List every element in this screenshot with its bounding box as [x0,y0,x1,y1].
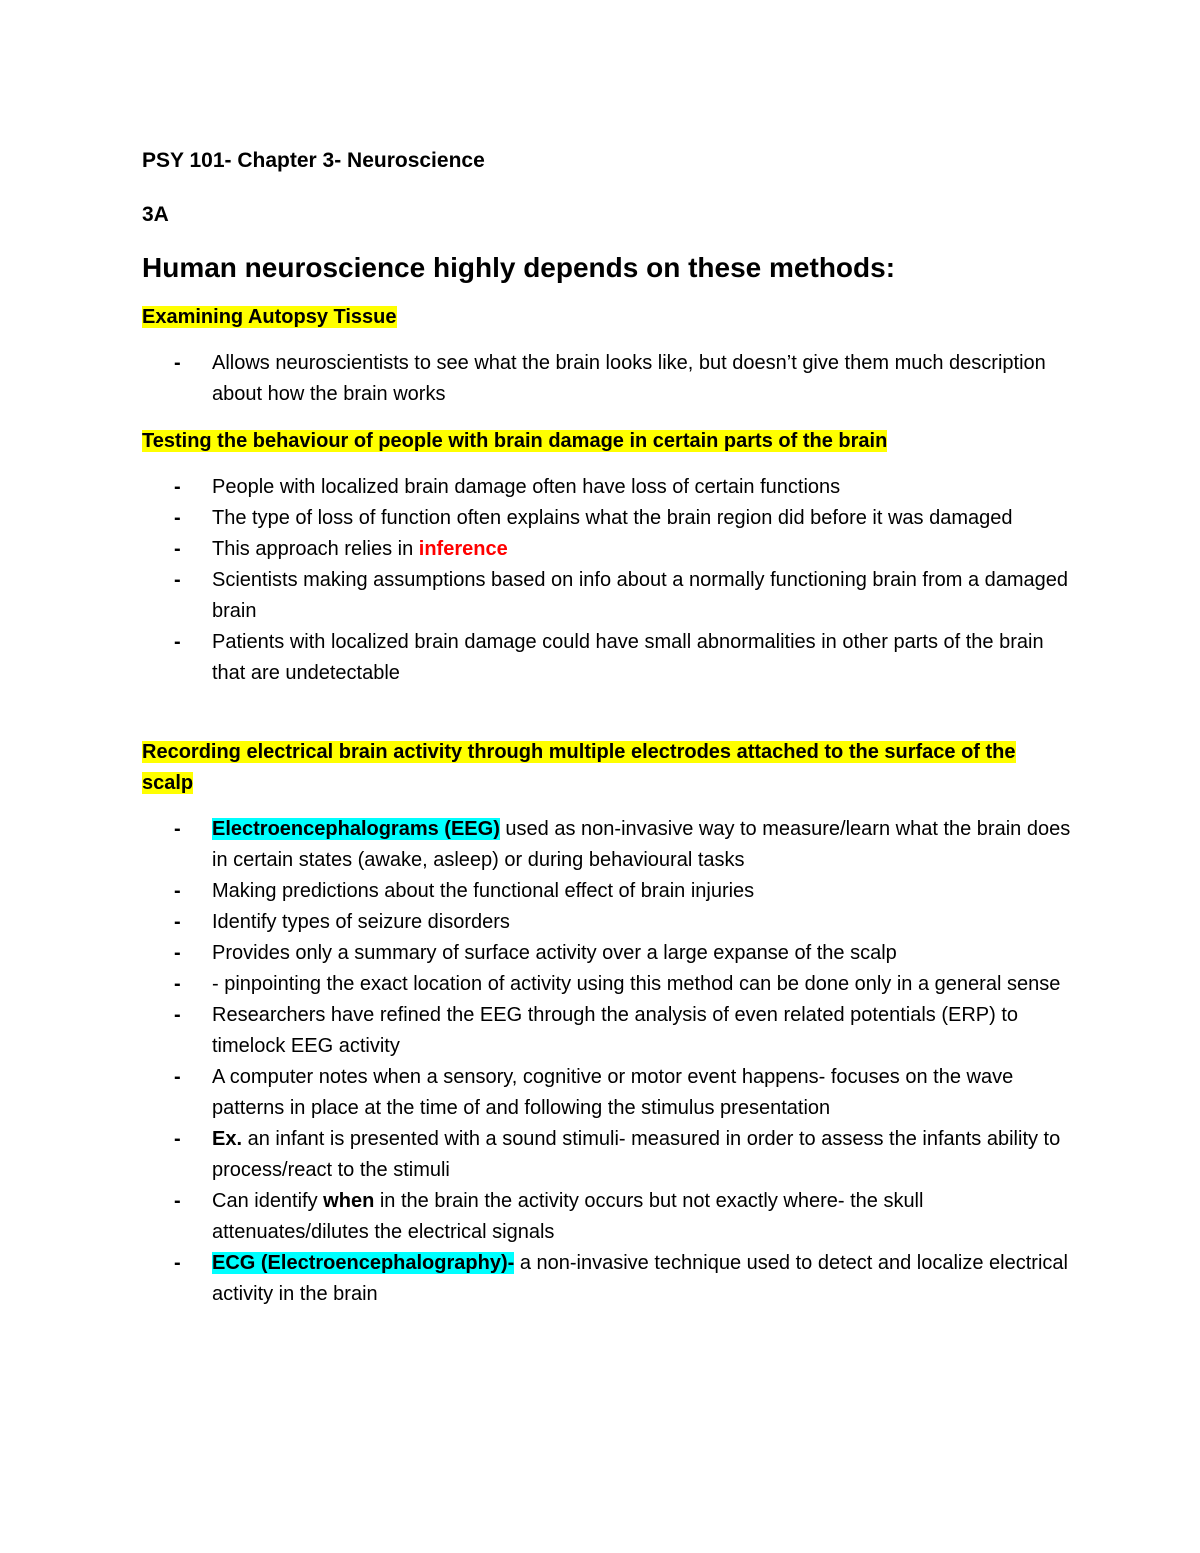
list-item-text: The type of loss of function often explains what the brain region did before it was damaged [212,507,1013,529]
bullet-dash: - [174,1004,181,1026]
bullet-dash: - [174,569,181,591]
list-item-text: Scientists making assumptions based on info about a normally functioning brain from a damaged brain [212,569,1069,622]
list-item-text: used as non-invasive way to measure/learn what the brain does in certain states (awake, asleep) or during behavioural tasks [212,818,1071,871]
list-item-text: a non-invasive technique used to detect and localize electrical activity in the brain [212,1252,1068,1305]
list-item [142,348,1072,410]
main-heading: Human neuroscience highly depends on these methods: [142,252,896,283]
bullet-list-autopsy [142,348,1072,410]
list-item [142,814,1072,876]
list-item [142,1124,1072,1186]
list-item-text: an infant is presented with a sound stimuli- measured in order to assess the infants ability to process/react to the stimuli [212,1128,1061,1181]
bullet-dash: - [174,911,181,933]
bullet-dash: - [174,1252,181,1274]
list-item [142,1062,1072,1124]
bullet-dash: - [174,1190,181,1212]
list-item [142,627,1072,689]
list-item [142,907,1072,938]
example-label: Ex. [212,1128,243,1150]
bullet-list-eeg [142,814,1072,1310]
list-item [142,876,1072,907]
ecg-term: ECG (Electroencephalography)- [212,1252,515,1274]
when-term: when [323,1190,375,1212]
bullet-dash: - [174,507,181,529]
bullet-dash: - [174,352,181,374]
bullet-dash: - [174,880,181,902]
section-heading-eeg [142,737,1062,799]
list-item-text: Making predictions about the functional effect of brain injuries [212,880,755,902]
bullet-dash: - [174,973,181,995]
document-title: PSY 101- Chapter 3- Neuroscience [142,149,485,172]
bullet-dash: - [174,818,181,840]
inference-term: inference [418,538,508,560]
list-item-text: Researchers have refined the EEG through the analysis of even related potentials (ERP) to timelock EEG activity [212,1004,1019,1057]
list-item [142,1000,1072,1062]
list-item [142,1186,1072,1248]
bullet-list-brain-damage [142,472,1072,689]
list-item [142,938,1072,969]
list-item-text: People with localized brain damage often have loss of certain functions [212,476,841,498]
list-item-text: in the brain the activity occurs but not exactly where- the skull attenuates/dilutes the electrical signals [212,1190,924,1243]
list-item-text: Allows neuroscientists to see what the brain looks like, but doesn’t give them much description about how the brain works [212,352,1046,405]
list-item [142,1248,1072,1310]
list-item-text: Patients with localized brain damage could have small abnormalities in other parts of the brain that are undetectable [212,631,1044,684]
eeg-term: Electroencephalograms (EEG) [212,818,500,840]
list-item [142,969,1072,1000]
list-item-text: Can identify [212,1190,324,1212]
section-heading-text: Examining Autopsy Tissue [142,306,397,328]
section-heading-text: Testing the behaviour of people with brain damage in certain parts of the brain [142,430,888,452]
list-item [142,503,1072,534]
bullet-dash: - [174,538,181,560]
list-item [142,534,1072,565]
bullet-dash: - [174,1066,181,1088]
bullet-dash: - [174,631,181,653]
list-item-text: A computer notes when a sensory, cognitive or motor event happens- focuses on the wave patterns in place at the time of and following the stimulus presentation [212,1066,1014,1119]
list-item-text: Identify types of seizure disorders [212,911,510,933]
section-code: 3A [142,203,169,226]
list-item-text: - pinpointing the exact location of activity using this method can be done only in a general sense [212,973,1061,995]
bullet-dash: - [174,476,181,498]
list-item-text: This approach relies in [212,538,419,560]
section-heading-brain-damage [142,426,1062,457]
list-item-text: Provides only a summary of surface activity over a large expanse of the scalp [212,942,897,964]
section-heading-text: Recording electrical brain activity through multiple electrodes attached to the surface of the scalp [142,741,1016,794]
section-heading-autopsy [142,302,1062,333]
list-item [142,472,1072,503]
bullet-dash: - [174,942,181,964]
bullet-dash: - [174,1128,181,1150]
list-item [142,565,1072,627]
